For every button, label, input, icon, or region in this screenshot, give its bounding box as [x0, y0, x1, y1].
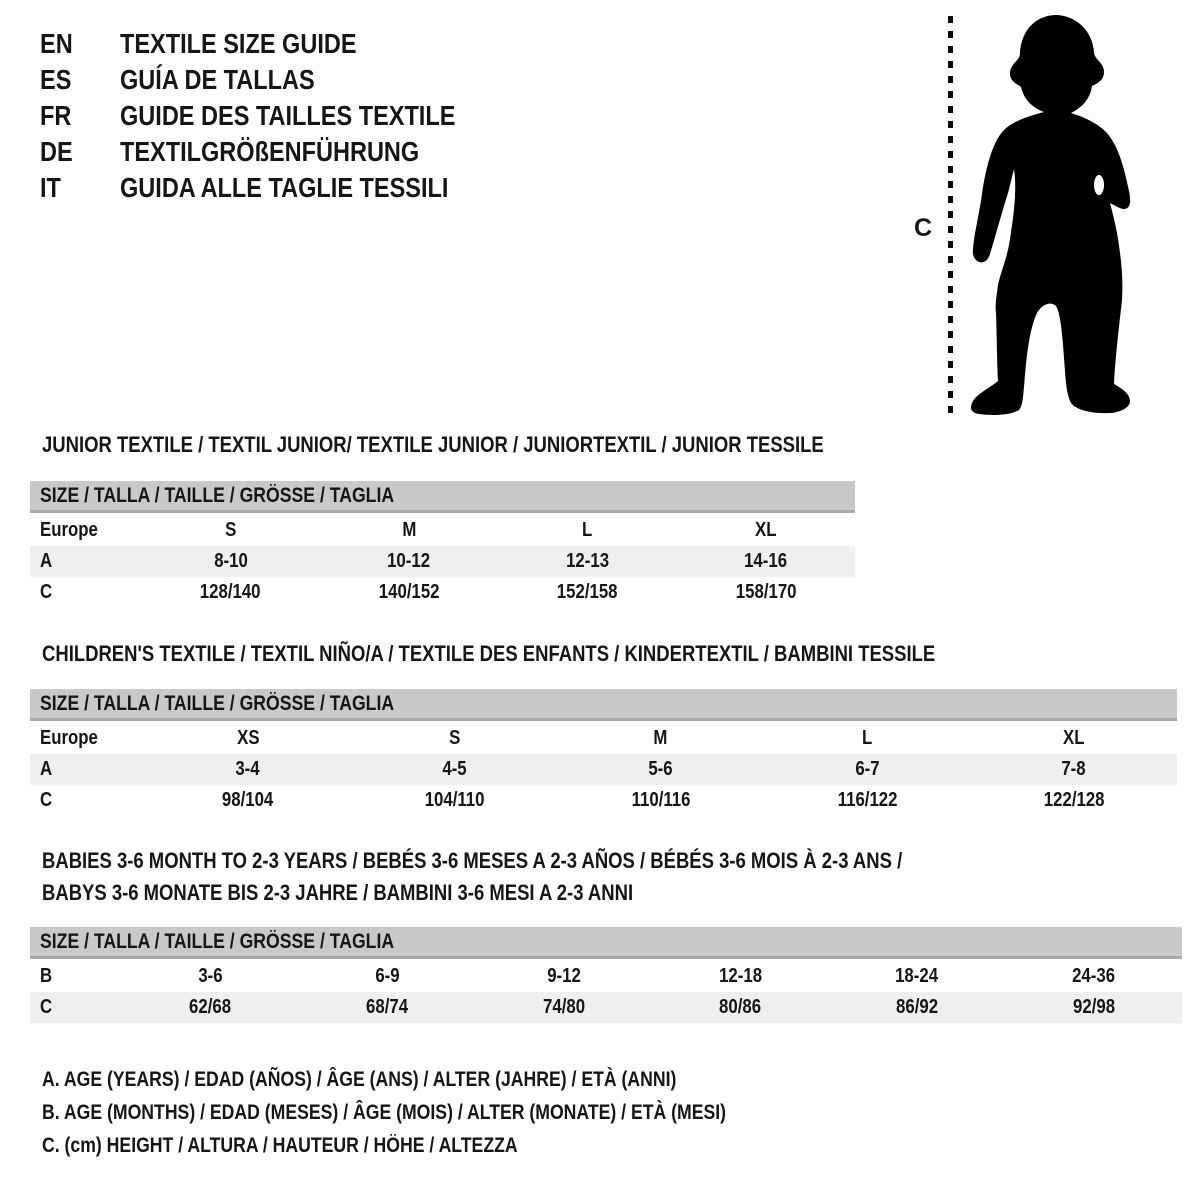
table-row	[30, 515, 855, 546]
children-size-table	[30, 689, 1177, 816]
row-label-text: A	[40, 758, 53, 780]
table-row	[30, 546, 855, 577]
table-row	[30, 961, 1182, 992]
cell-value: 24-36	[1072, 965, 1116, 987]
language-code	[40, 172, 120, 204]
age-cell	[145, 754, 351, 785]
age-cell	[558, 754, 764, 785]
footnote-height-cm	[42, 1134, 856, 1167]
cell-value: 86/92	[895, 996, 939, 1018]
language-row-en	[40, 28, 519, 64]
junior-section-title	[42, 433, 973, 457]
cell-value: 110/116	[631, 789, 691, 811]
cell-value: 116/122	[837, 789, 898, 811]
cell-value: 12-13	[565, 550, 609, 572]
cell-value: 68/74	[366, 996, 409, 1018]
language-code-text: EN	[40, 28, 73, 59]
language-row-es	[40, 64, 519, 100]
age-cell	[299, 961, 476, 992]
language-list	[40, 28, 519, 208]
footnote-text: C. (cm) HEIGHT / ALTURA / HAUTEUR / HÖHE / ALTEZZA	[42, 1134, 518, 1157]
size-cell	[498, 515, 676, 546]
table-row	[30, 785, 1177, 816]
age-cell	[141, 546, 319, 577]
cell-value: 4-5	[442, 758, 467, 780]
row-label	[30, 546, 141, 577]
guide-title-text: TEXTILE SIZE GUIDE	[120, 28, 357, 59]
height-measure-dashed-line	[948, 16, 953, 416]
cell-value: 98/104	[222, 789, 274, 811]
size-header-text: SIZE / TALLA / TAILLE / GRÖSSE / TAGLIA	[40, 929, 395, 953]
age-cell	[320, 546, 498, 577]
cell-value: 6-7	[855, 758, 880, 780]
age-cell	[351, 754, 557, 785]
age-cell	[971, 754, 1178, 785]
babies-table-grid	[30, 961, 1182, 1023]
babies-section-title-line2-text: BABYS 3-6 MONATE BIS 2-3 JAHRE / BAMBINI 3-6 MESI A 2-3 ANNI	[42, 880, 634, 905]
cell-value: 122/128	[1043, 789, 1105, 811]
guide-title-text: GUIDE DES TAILLES TEXTILE	[120, 100, 456, 131]
cell-value: L	[862, 727, 873, 749]
age-cell	[764, 754, 970, 785]
height-cell	[764, 785, 970, 816]
height-cell	[1005, 992, 1182, 1023]
language-code-text: FR	[40, 100, 72, 131]
babies-size-table	[30, 927, 1182, 1023]
language-code	[40, 100, 120, 132]
height-cell	[141, 577, 319, 608]
footnote-text: A. AGE (YEARS) / EDAD (AÑOS) / ÂGE (ANS) / ALTER (JAHRE) / ETÀ (ANNI)	[42, 1068, 677, 1091]
row-label-text: Europe	[40, 727, 98, 749]
language-code	[40, 64, 120, 96]
language-code	[40, 28, 120, 60]
table-row	[30, 754, 1177, 785]
size-cell	[145, 723, 351, 754]
children-section-title	[42, 642, 1105, 666]
language-code-text: IT	[40, 172, 61, 203]
cell-value: 3-4	[235, 758, 261, 780]
size-header-text: SIZE / TALLA / TAILLE / GRÖSSE / TAGLIA	[40, 691, 395, 715]
cell-value: 92/98	[1072, 996, 1115, 1018]
footnote-age-months	[42, 1101, 856, 1134]
language-code	[40, 136, 120, 168]
guide-title	[120, 136, 476, 168]
cell-value: M	[401, 519, 416, 541]
row-label-text: C	[40, 789, 53, 811]
cell-value: 9-12	[546, 965, 581, 987]
height-cell	[145, 785, 351, 816]
cell-value: 14-16	[744, 550, 788, 572]
language-code-text: DE	[40, 136, 73, 167]
cell-value: 10-12	[387, 550, 431, 572]
size-header-bar	[30, 927, 1182, 959]
age-cell	[677, 546, 855, 577]
size-cell	[351, 723, 557, 754]
size-header-text: SIZE / TALLA / TAILLE / GRÖSSE / TAGLIA	[40, 483, 395, 507]
guide-title	[120, 64, 352, 96]
age-cell	[498, 546, 676, 577]
cell-value: 128/140	[200, 581, 261, 603]
language-code-text: ES	[40, 64, 72, 95]
cell-value: 74/80	[542, 996, 585, 1018]
cell-value: 104/110	[424, 789, 485, 811]
size-cell	[764, 723, 970, 754]
age-cell	[122, 961, 299, 992]
cell-value: M	[653, 727, 668, 749]
cell-value: 158/170	[735, 581, 797, 603]
children-section-title-text: CHILDREN'S TEXTILE / TEXTIL NIÑO/A / TEXTILE DES ENFANTS / KINDERTEXTIL / BAMBINI TESSILE	[42, 641, 936, 666]
cell-value: 8-10	[213, 550, 248, 572]
language-row-de	[40, 136, 519, 172]
cell-value: S	[224, 519, 237, 541]
age-cell	[1005, 961, 1182, 992]
row-label	[30, 515, 141, 546]
cell-value: 62/68	[189, 996, 232, 1018]
row-label	[30, 577, 141, 608]
size-cell	[320, 515, 498, 546]
junior-table-grid	[30, 515, 855, 608]
row-label	[30, 723, 145, 754]
height-cell	[677, 577, 855, 608]
babies-section-title-line1-text: BABIES 3-6 MONTH TO 2-3 YEARS / BEBÉS 3-6 MESES A 2-3 AÑOS / BÉBÉS 3-6 MOIS À 2-3 ANS /	[42, 848, 903, 873]
guide-title	[120, 28, 402, 60]
language-row-fr	[40, 100, 519, 136]
junior-section-title-text: JUNIOR TEXTILE / TEXTIL JUNIOR/ TEXTILE JUNIOR / JUNIORTEXTIL / JUNIOR TESSILE	[42, 432, 824, 457]
height-cell	[558, 785, 764, 816]
age-cell	[829, 961, 1006, 992]
size-cell	[141, 515, 319, 546]
children-table-grid	[30, 723, 1177, 816]
table-row	[30, 723, 1177, 754]
row-label-text: Europe	[40, 519, 98, 541]
cell-value: 18-24	[895, 965, 939, 987]
footnotes	[42, 1068, 856, 1167]
cell-value: XL	[755, 519, 777, 541]
cell-value: 5-6	[648, 758, 673, 780]
size-cell	[558, 723, 764, 754]
cell-value: 6-9	[374, 965, 400, 987]
height-measure-label: C	[914, 214, 933, 242]
row-label	[30, 992, 122, 1023]
cell-value: 80/86	[719, 996, 762, 1018]
age-cell	[475, 961, 652, 992]
babies-section-title-line2	[42, 881, 746, 905]
height-cell	[475, 992, 652, 1023]
cell-value: S	[448, 727, 460, 749]
cell-value: 140/152	[378, 581, 440, 603]
guide-title-text: GUIDA ALLE TAGLIE TESSILI	[120, 172, 449, 203]
footnote-age-years	[42, 1068, 856, 1101]
cell-value: 12-18	[718, 965, 762, 987]
baby-silhouette-icon	[963, 13, 1135, 418]
age-cell	[652, 961, 829, 992]
babies-section-title-line1	[42, 849, 1066, 873]
guide-title-text: GUÍA DE TALLAS	[120, 64, 315, 95]
guide-title	[120, 100, 519, 132]
table-row	[30, 577, 855, 608]
guide-title	[120, 172, 511, 204]
cell-value: 152/158	[557, 581, 618, 603]
cell-value: L	[582, 519, 593, 541]
row-label	[30, 961, 122, 992]
height-cell	[829, 992, 1006, 1023]
row-label-text: C	[40, 996, 53, 1018]
row-label	[30, 754, 145, 785]
height-cell	[652, 992, 829, 1023]
height-cell	[498, 577, 676, 608]
footnote-text: B. AGE (MONTHS) / EDAD (MESES) / ÂGE (MOIS) / ALTER (MONATE) / ETÀ (MESI)	[42, 1101, 727, 1124]
height-cell	[299, 992, 476, 1023]
table-row	[30, 992, 1182, 1023]
height-cell	[351, 785, 557, 816]
size-header-bar	[30, 481, 855, 513]
size-cell	[971, 723, 1178, 754]
cell-value: 7-8	[1061, 758, 1086, 780]
cell-value: XS	[236, 727, 260, 749]
cell-value: XL	[1063, 727, 1085, 749]
guide-title-text: TEXTILGRÖßENFÜHRUNG	[120, 136, 420, 167]
size-header-bar	[30, 689, 1177, 721]
size-cell	[677, 515, 855, 546]
row-label-text: A	[40, 550, 53, 572]
junior-size-table	[30, 481, 855, 608]
row-label-text: B	[40, 965, 53, 987]
row-label-text: C	[40, 581, 53, 603]
cell-value: 3-6	[198, 965, 223, 987]
height-cell	[320, 577, 498, 608]
height-cell	[971, 785, 1178, 816]
row-label	[30, 785, 145, 816]
language-row-it	[40, 172, 519, 208]
height-cell	[122, 992, 299, 1023]
